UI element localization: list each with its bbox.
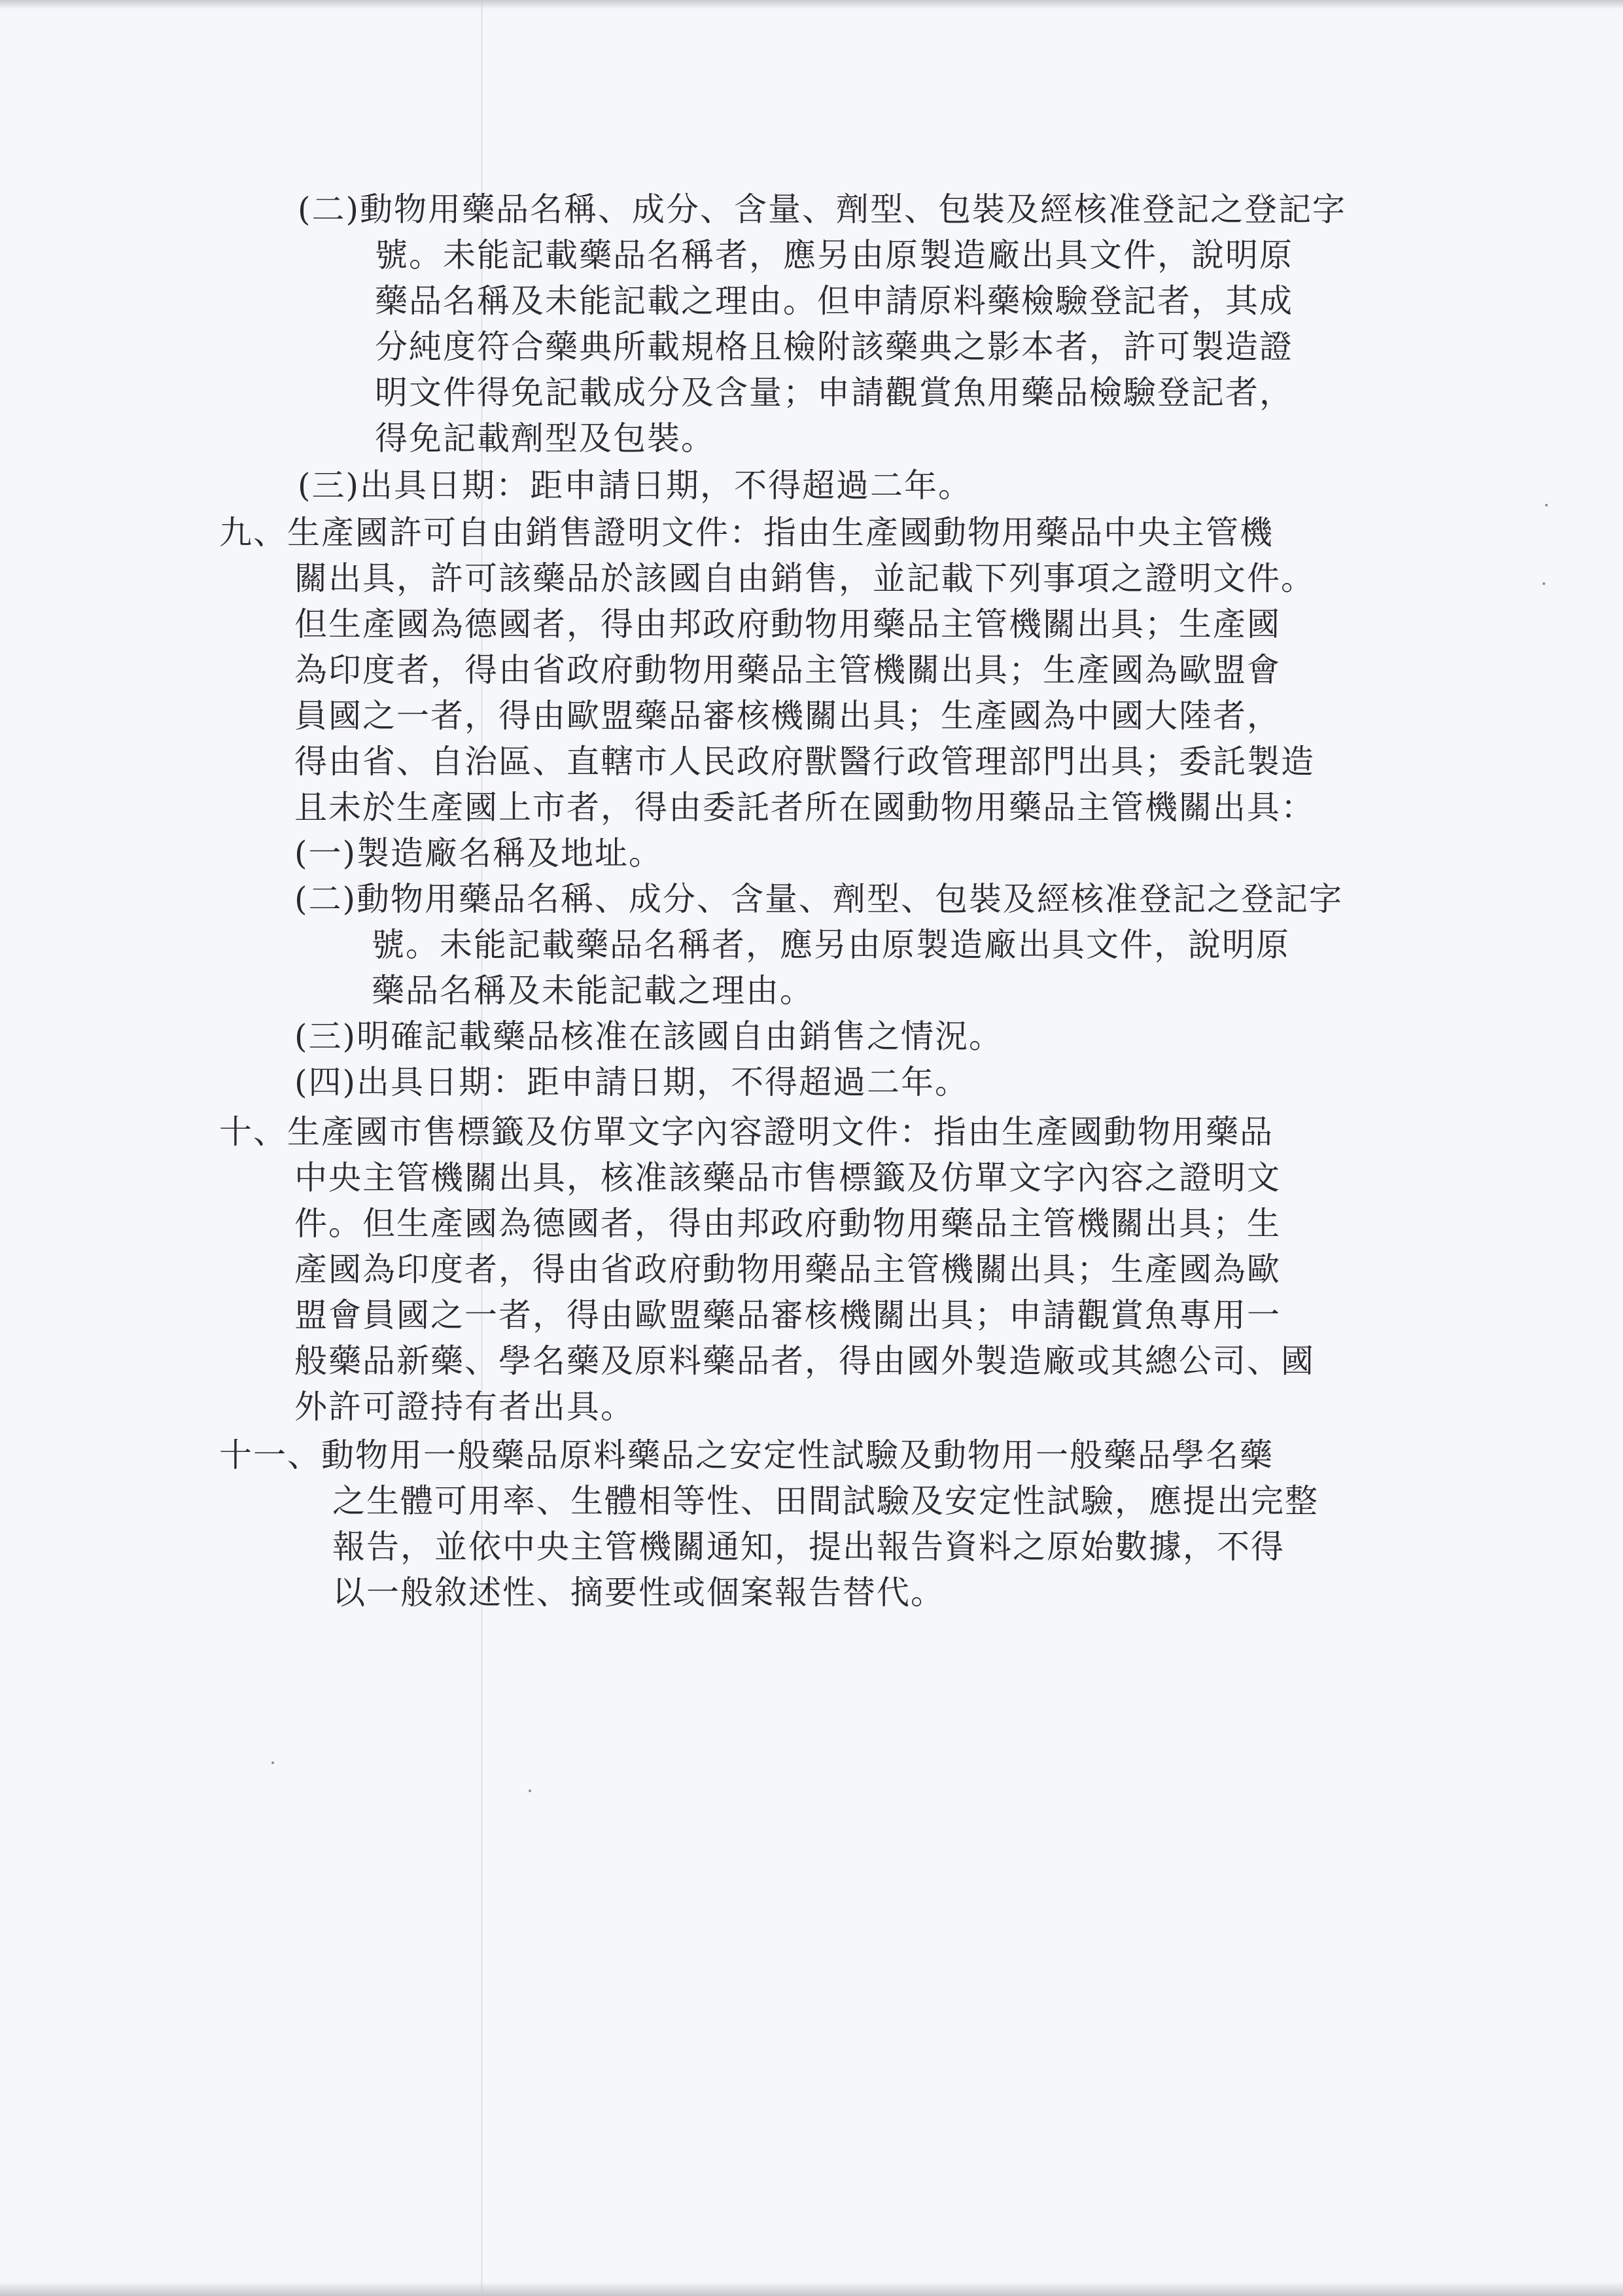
scan-speck [271, 1761, 274, 1764]
document-line: 十一、動物用一般藥品原料藥品之安定性試驗及動物用一般藥品學名藥 [219, 1436, 1274, 1474]
scan-speck [1545, 504, 1548, 506]
document-line: 藥品名稱及未能記載之理由。但申請原料藥檢驗登記者，其成 [375, 282, 1293, 320]
document-line: (四)出具日期：距申請日期，不得超過二年。 [294, 1063, 969, 1101]
scan-speck [1543, 582, 1545, 585]
document-line: 但生產國為德國者，得由邦政府動物用藥品主管機關出具；生產國 [294, 605, 1281, 643]
document-line: (三)明確記載藥品核准在該國自由銷售之情況。 [294, 1017, 1003, 1055]
document-line: 報告，並依中央主管機關通知，提出報告資料之原始數據，不得 [332, 1528, 1285, 1566]
document-line: 藥品名稱及未能記載之理由。 [372, 972, 814, 1010]
document-line: 且未於生產國上市者，得由委託者所在國動物用藥品主管機關出具： [294, 788, 1315, 826]
document-line: 以一般敘述性、摘要性或個案報告替代。 [332, 1574, 945, 1612]
document-line: (二)動物用藥品名稱、成分、含量、劑型、包裝及經核准登記之登記字 [298, 190, 1347, 228]
scan-shade-top [0, 0, 1623, 9]
scan-speck [529, 1790, 531, 1792]
document-line: 中央主管機關出具，核准該藥品市售標籤及仿單文字內容之證明文 [294, 1159, 1281, 1197]
document-line: 外許可證持有者出具。 [294, 1388, 635, 1426]
document-line: 關出具，許可該藥品於該國自由銷售，並記載下列事項之證明文件。 [294, 559, 1315, 597]
document-line: (二)動物用藥品名稱、成分、含量、劑型、包裝及經核准登記之登記字 [294, 880, 1344, 918]
document-line: 十、生產國市售標籤及仿單文字內容證明文件：指由生產國動物用藥品 [219, 1113, 1274, 1151]
document-line: (一)製造廠名稱及地址。 [294, 834, 663, 872]
scan-shade-bottom [0, 2282, 1623, 2296]
document-line: 分純度符合藥典所載規格且檢附該藥典之影本者，許可製造證 [375, 328, 1293, 366]
document-line: 得由省、自治區、直轄市人民政府獸醫行政管理部門出具；委託製造 [294, 743, 1315, 781]
document-line: 之生體可用率、生體相等性、田間試驗及安定性試驗，應提出完整 [332, 1482, 1319, 1520]
document-line: 員國之一者，得由歐盟藥品審核機關出具；生產國為中國大陸者， [294, 697, 1281, 735]
document-line: 盟會員國之一者，得由歐盟藥品審核機關出具；申請觀賞魚專用一 [294, 1296, 1281, 1334]
document-line: 產國為印度者，得由省政府動物用藥品主管機關出具；生產國為歐 [294, 1250, 1281, 1288]
document-line: 號。未能記載藥品名稱者，應另由原製造廠出具文件，說明原 [372, 926, 1290, 964]
document-line: 得免記載劑型及包裝。 [375, 419, 715, 457]
document-line: (三)出具日期：距申請日期，不得超過二年。 [298, 467, 973, 504]
document-line: 明文件得免記載成分及含量；申請觀賞魚用藥品檢驗登記者， [375, 374, 1293, 412]
document-line: 九、生產國許可自由銷售證明文件：指由生產國動物用藥品中央主管機 [219, 514, 1274, 552]
document-line: 號。未能記載藥品名稱者，應另由原製造廠出具文件，說明原 [375, 236, 1293, 274]
document-line: 件。但生產國為德國者，得由邦政府動物用藥品主管機關出具；生 [294, 1205, 1281, 1243]
document-line: 為印度者，得由省政府動物用藥品主管機關出具；生產國為歐盟會 [294, 651, 1281, 689]
document-line: 般藥品新藥、學名藥及原料藥品者，得由國外製造廠或其總公司、國 [294, 1342, 1315, 1380]
